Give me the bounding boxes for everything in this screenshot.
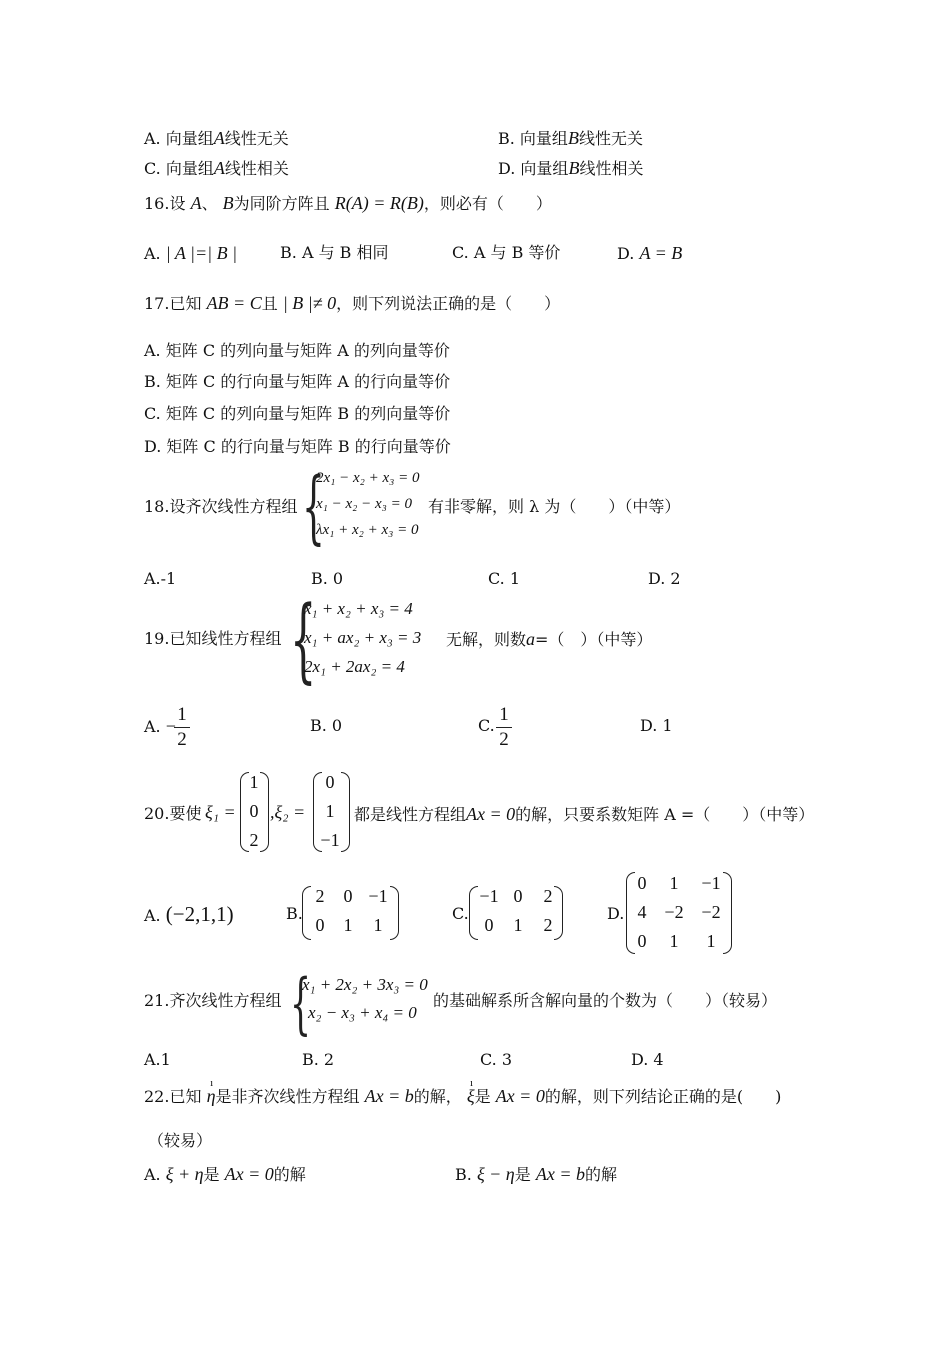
stem-text: 的解， <box>413 1087 462 1106</box>
eta-symbol: ı η <box>207 1086 216 1106</box>
stem-text: 无解，则数 <box>446 630 527 649</box>
matrix-entry: 1 <box>343 915 353 935</box>
q17-option-c: C. 矩阵 C 的列向量与矩阵 B 的列向量等价 <box>144 404 451 423</box>
option-text: A 与 B 等价 <box>473 243 561 262</box>
q18-stem-lead <box>144 497 297 517</box>
q15-option-b <box>498 128 643 149</box>
math-expression: | A |=| B | <box>165 243 238 263</box>
q19-option-c-label: C. <box>478 716 495 735</box>
equation-line: 2x₁ − x₂ + x₃ = 0 <box>316 470 420 486</box>
math-expression: Ax = 0 <box>495 1086 545 1106</box>
q19-option-d: D. 1 <box>640 716 673 735</box>
option-label: D. <box>617 244 635 263</box>
q22-option-b <box>455 1164 617 1185</box>
option-text: 线性相关 <box>224 159 289 178</box>
matrix-entry: 0 <box>637 873 647 893</box>
q21-stem-lead <box>144 991 281 1011</box>
vector-entry: 2 <box>249 830 259 850</box>
fraction-bar <box>496 727 512 728</box>
stem-text: 是 <box>474 1087 491 1106</box>
option-label: C. <box>452 243 469 262</box>
q16-option-c <box>452 243 560 263</box>
option-label: A. <box>144 906 161 925</box>
stem-text: 已知 <box>169 294 202 313</box>
q21-option-b: B. 2 <box>302 1050 335 1069</box>
minus-sign: − <box>165 716 176 736</box>
equation-line: x₁ − x₂ − x₃ = 0 <box>316 496 412 512</box>
equation-line: x₁ + 2x₂ + 3x₃ = 0 <box>302 975 428 994</box>
denominator: 2 <box>177 729 187 750</box>
math-expression: Ax = 0 <box>466 804 516 824</box>
q19-option-a-label <box>144 716 176 737</box>
equation-line: x₁ + x₂ + x₃ = 4 <box>304 599 413 618</box>
fraction-bar <box>174 727 190 728</box>
stem-text: 都是线性方程组 <box>354 805 467 824</box>
equation-line: λx₁ + x₂ + x₃ = 0 <box>316 522 419 538</box>
right-paren-icon <box>390 886 399 940</box>
stem-text: ，则必有（ ） <box>423 194 552 213</box>
equation-line: x₂ − x₃ + x₄ = 0 <box>308 1003 417 1022</box>
math-expression: Ax = 0 <box>224 1164 274 1184</box>
math-var: a <box>526 629 536 649</box>
stem-text: 的解，只要系数矩阵 A =（ ）（中等） <box>515 805 815 824</box>
math-expression: AB = C <box>206 293 262 313</box>
q18-stem-tail: 有非零解，则 λ 为（ ）（中等） <box>428 497 681 516</box>
question-number: 21. <box>144 991 170 1010</box>
math-expression: Ax = b <box>364 1086 414 1106</box>
q19-stem-lead <box>144 629 281 649</box>
question-number: 18. <box>144 497 170 516</box>
xi2-label: ,ξ₂ = <box>270 802 306 822</box>
question-number: 17. <box>144 294 170 313</box>
matrix-entry: −1 <box>479 886 499 906</box>
option-text: 是 <box>514 1165 531 1184</box>
q19-option-b: B. 0 <box>310 716 343 735</box>
question-number: 22. <box>144 1087 170 1106</box>
option-text: 线性无关 <box>578 129 643 148</box>
math-expression: ξ + η <box>165 1164 204 1184</box>
stem-text: =（ ）（中等） <box>535 630 653 649</box>
q22-option-a <box>144 1164 306 1185</box>
matrix-entry: −1 <box>368 886 388 906</box>
option-label: B. <box>280 243 297 262</box>
matrix-entry: 0 <box>315 915 325 935</box>
q15-option-a <box>144 128 289 149</box>
question-number: 19. <box>144 629 170 648</box>
stem-text: 齐次线性方程组 <box>169 991 282 1010</box>
math-var: A <box>213 158 225 178</box>
stem-text: 的解，则下列结论正确的是( ) <box>544 1087 782 1106</box>
matrix-entry: 0 <box>637 931 647 951</box>
option-text: C. 向量组 <box>144 159 214 178</box>
stem-text: 要使 <box>169 804 202 823</box>
matrix-entry: 0 <box>513 886 523 906</box>
q15-option-d <box>498 158 643 179</box>
q22-difficulty: （较易） <box>148 1131 213 1150</box>
q19-option-c-fraction <box>496 704 512 751</box>
question-number: 16. <box>144 194 170 213</box>
stem-text: 设 <box>169 194 186 213</box>
right-paren-icon <box>554 886 563 940</box>
stem-text: 且 <box>261 294 278 313</box>
option-label: A. <box>144 244 161 263</box>
vector-entry: −1 <box>320 830 340 850</box>
matrix-entry: 1 <box>669 873 679 893</box>
q15-option-c <box>144 158 289 179</box>
matrix-entry: 2 <box>315 886 325 906</box>
left-brace-icon: { <box>290 965 311 1042</box>
math-expression: | B |≠ 0 <box>282 293 337 313</box>
option-text: A. 向量组 <box>144 129 214 148</box>
q20-stem-tail <box>354 804 814 825</box>
stem-text: 已知线性方程组 <box>169 629 282 648</box>
option-text: 是 <box>203 1165 220 1184</box>
q18-option-a: A.-1 <box>144 569 177 588</box>
stem-text: 是非齐次线性方程组 <box>215 1087 360 1106</box>
stem-text: 为同阶方阵且 <box>233 194 330 213</box>
q17-option-a: A. 矩阵 C 的列向量与矩阵 A 的列向量等价 <box>144 341 450 360</box>
matrix-entry: 1 <box>706 931 716 951</box>
numerator: 1 <box>499 704 509 725</box>
math-var: B <box>567 128 579 148</box>
q21-option-d: D. 4 <box>631 1050 664 1069</box>
matrix-entry: 2 <box>543 915 553 935</box>
vector-entry: 0 <box>325 772 335 792</box>
option-label: B. <box>455 1165 472 1184</box>
stem-text: ，则下列说法正确的是（ ） <box>336 294 561 313</box>
q16-option-d <box>617 243 682 264</box>
xi-symbol: ı ξ <box>467 1086 475 1106</box>
option-text: D. 向量组 <box>498 159 569 178</box>
option-text: 线性相关 <box>579 159 644 178</box>
matrix-entry: 4 <box>637 902 647 922</box>
matrix-entry: −2 <box>664 902 684 922</box>
right-paren-icon <box>723 872 732 954</box>
q20-option-d-label: D. <box>607 904 625 923</box>
math-var: B <box>222 193 234 213</box>
math-expression: ξ − η <box>476 1164 515 1184</box>
left-brace-icon: { <box>290 586 317 693</box>
vector-entry: 1 <box>325 801 335 821</box>
option-text: A 与 B 相同 <box>301 243 389 262</box>
right-paren-icon <box>341 772 350 852</box>
question-number: 20. <box>144 804 170 823</box>
q19-stem-tail <box>446 629 652 650</box>
q21-stem-tail: 的基础解系所含解向量的个数为（ ）（较易） <box>433 991 778 1010</box>
denominator: 2 <box>499 729 509 750</box>
numerator: 1 <box>177 704 187 725</box>
matrix-entry: 1 <box>669 931 679 951</box>
equation-line: 2x₁ + 2ax₂ = 4 <box>304 657 405 676</box>
option-label: A. <box>144 717 161 736</box>
stem-text: 、 <box>201 194 218 213</box>
option-label: A. <box>144 1165 161 1184</box>
right-paren-icon <box>260 772 269 852</box>
math-expression: Ax = b <box>535 1164 585 1184</box>
matrix-entry: −2 <box>701 902 721 922</box>
equation-line: x₁ + ax₂ + x₃ = 3 <box>304 628 422 647</box>
q17-option-d: D. 矩阵 C 的行向量与矩阵 B 的行向量等价 <box>144 437 451 456</box>
q19-option-a-fraction <box>174 704 190 751</box>
q17-option-b: B. 矩阵 C 的行向量与矩阵 A 的行向量等价 <box>144 372 451 391</box>
matrix-entry: 2 <box>543 886 553 906</box>
left-brace-icon: { <box>302 460 325 553</box>
vector-entry: 0 <box>249 801 259 821</box>
q17-stem <box>144 293 560 314</box>
q20-option-c-label: C. <box>452 904 469 923</box>
xi1-label: ξ₁ = <box>205 802 236 822</box>
q16-option-a <box>144 243 237 264</box>
q22-stem <box>144 1086 781 1107</box>
q18-option-d: D. 2 <box>648 569 681 588</box>
q20-stem-lead <box>144 804 201 824</box>
q18-option-b: B. 0 <box>311 569 344 588</box>
q18-option-c: C. 1 <box>488 569 521 588</box>
option-text: B. 向量组 <box>498 129 568 148</box>
matrix-entry: 0 <box>343 886 353 906</box>
row-vector: (−2,1,1) <box>165 902 234 926</box>
matrix-entry: 1 <box>373 915 383 935</box>
q20-option-a <box>144 904 234 926</box>
q20-option-b-label: B. <box>286 904 303 923</box>
stem-text: 设齐次线性方程组 <box>169 497 298 516</box>
matrix-entry: 1 <box>513 915 523 935</box>
option-text: 的解 <box>584 1165 617 1184</box>
math-expression: A = B <box>639 243 683 263</box>
matrix-entry: 0 <box>484 915 494 935</box>
option-text: 的解 <box>273 1165 306 1184</box>
q16-stem <box>144 193 552 214</box>
stem-text: 已知 <box>169 1087 202 1106</box>
q21-option-c: C. 3 <box>480 1050 513 1069</box>
vector-entry: 1 <box>249 772 259 792</box>
math-var: A <box>213 128 225 148</box>
math-expression: R(A) = R(B) <box>334 193 424 213</box>
matrix-entry: −1 <box>701 873 721 893</box>
q21-option-a: A.1 <box>144 1050 171 1069</box>
q16-option-b <box>280 243 389 263</box>
option-text: 线性无关 <box>224 129 289 148</box>
math-var: A <box>190 193 202 213</box>
math-var: B <box>568 158 580 178</box>
